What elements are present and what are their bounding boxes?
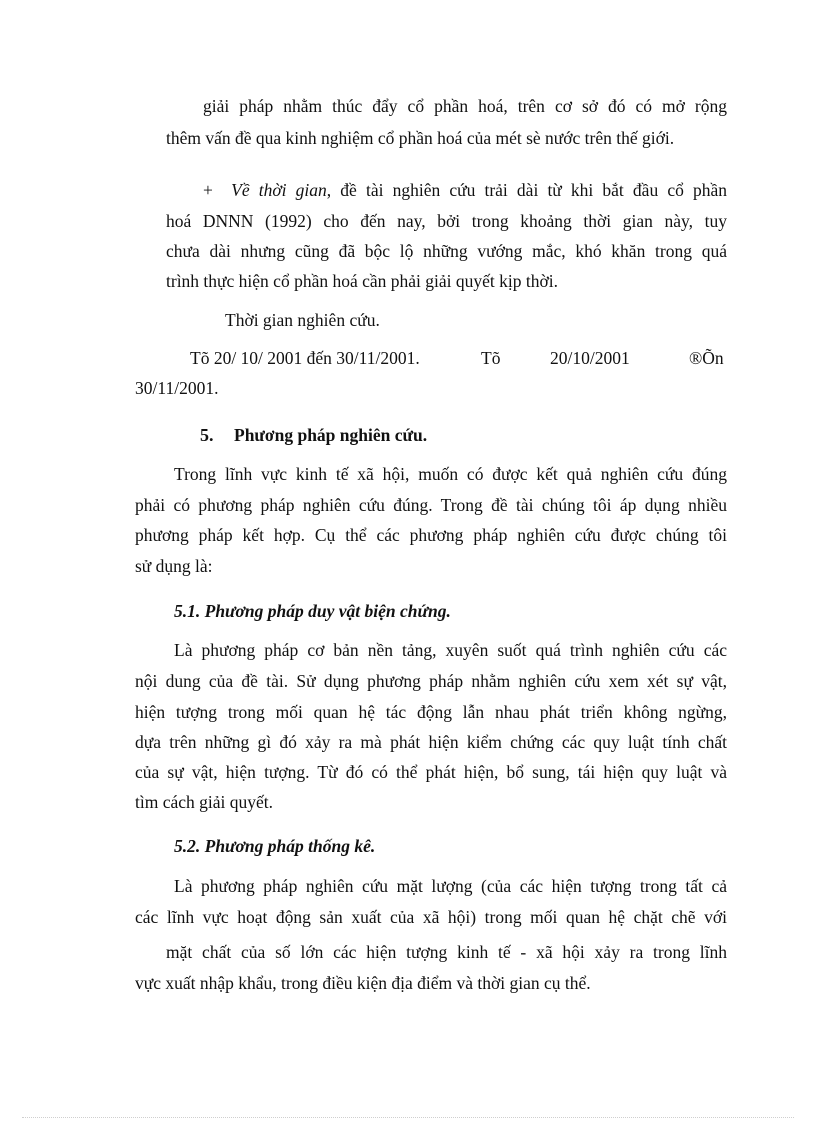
paragraph-line: hiện tượng trong mối quan hệ tác động lẫn nhau phát triển không ngừng, [135, 702, 727, 722]
subsection-heading: 5.1. Phương pháp duy vật biện chứng. [174, 601, 451, 621]
paragraph-line: thêm vấn đề qua kinh nghiệm cổ phần hoá của mét sè nước trên thế giới. [166, 128, 675, 148]
paragraph-text: , đề tài nghiên cứu trải dài từ khi bắt đầu cổ phần [326, 180, 727, 200]
plus-bullet: + [203, 180, 213, 200]
paragraph-line: phương pháp kết hợp. Cụ thể các phương pháp nghiên cứu được chúng tôi [135, 525, 727, 545]
date-range-text: Tõ [481, 348, 501, 368]
date-range-text: 20/10/2001 [550, 348, 630, 368]
paragraph-line: giải pháp nhằm thúc đẩy cổ phần hoá, trên cơ sở đó có mở rộng [203, 96, 727, 116]
section-number: 5. [200, 425, 214, 445]
date-range-text: 30/11/2001. [135, 378, 219, 398]
paragraph-line: chưa dài nhưng cũng đã bộc lộ những vướng mắc, khó khăn trong quá [166, 241, 727, 261]
paragraph-line: sử dụng là: [135, 556, 213, 576]
page-bottom-border [22, 1117, 794, 1119]
date-range-text: Tõ 20/ 10/ 2001 đến 30/11/2001. [190, 348, 420, 368]
paragraph-line: vực xuất nhập khẩu, trong điều kiện địa điểm và thời gian cụ thể. [135, 973, 591, 993]
paragraph-line: của sự vật, hiện tượng. Từ đó có thể phát hiện, bổ sung, tái hiện quy luật và [135, 762, 727, 782]
paragraph-line: dựa trên những gì đó xảy ra mà phát hiện kiểm chứng các quy luật tính chất [135, 732, 727, 752]
paragraph-line: Là phương pháp cơ bản nền tảng, xuyên suốt quá trình nghiên cứu các [174, 640, 727, 660]
section-heading: Phương pháp nghiên cứu. [234, 425, 428, 445]
paragraph-line [203, 179, 727, 201]
date-range-text: ®Õn [689, 348, 724, 368]
paragraph-line: hoá DNNN (1992) cho đến nay, bởi trong khoảng thời gian này, tuy [166, 211, 727, 231]
paragraph-line: trình thực hiện cổ phần hoá cần phải giải quyết kịp thời. [166, 271, 558, 291]
emphasis-text: Về thời gian [231, 180, 327, 200]
paragraph-line: mặt chất của số lớn các hiện tượng kinh tế - xã hội xảy ra trong lĩnh [166, 942, 727, 962]
paragraph-line: nội dung của đề tài. Sử dụng phương pháp nhằm nghiên cứu xem xét sự vật, [135, 671, 727, 691]
paragraph-line: tìm cách giải quyết. [135, 792, 274, 812]
paragraph-line: Là phương pháp nghiên cứu mặt lượng (của các hiện tượng trong tất cả [174, 876, 727, 896]
paragraph-line: Trong lĩnh vực kinh tế xã hội, muốn có được kết quả nghiên cứu đúng [174, 464, 727, 484]
paragraph-line: Thời gian nghiên cứu. [225, 310, 380, 330]
paragraph-line: các lĩnh vực hoạt động sản xuất của xã hội) trong mối quan hệ chặt chẽ với [135, 907, 727, 927]
paragraph-line: phải có phương pháp nghiên cứu đúng. Trong đề tài chúng tôi áp dụng nhiều [135, 495, 727, 515]
subsection-heading: 5.2. Phương pháp thống kê. [174, 836, 376, 856]
